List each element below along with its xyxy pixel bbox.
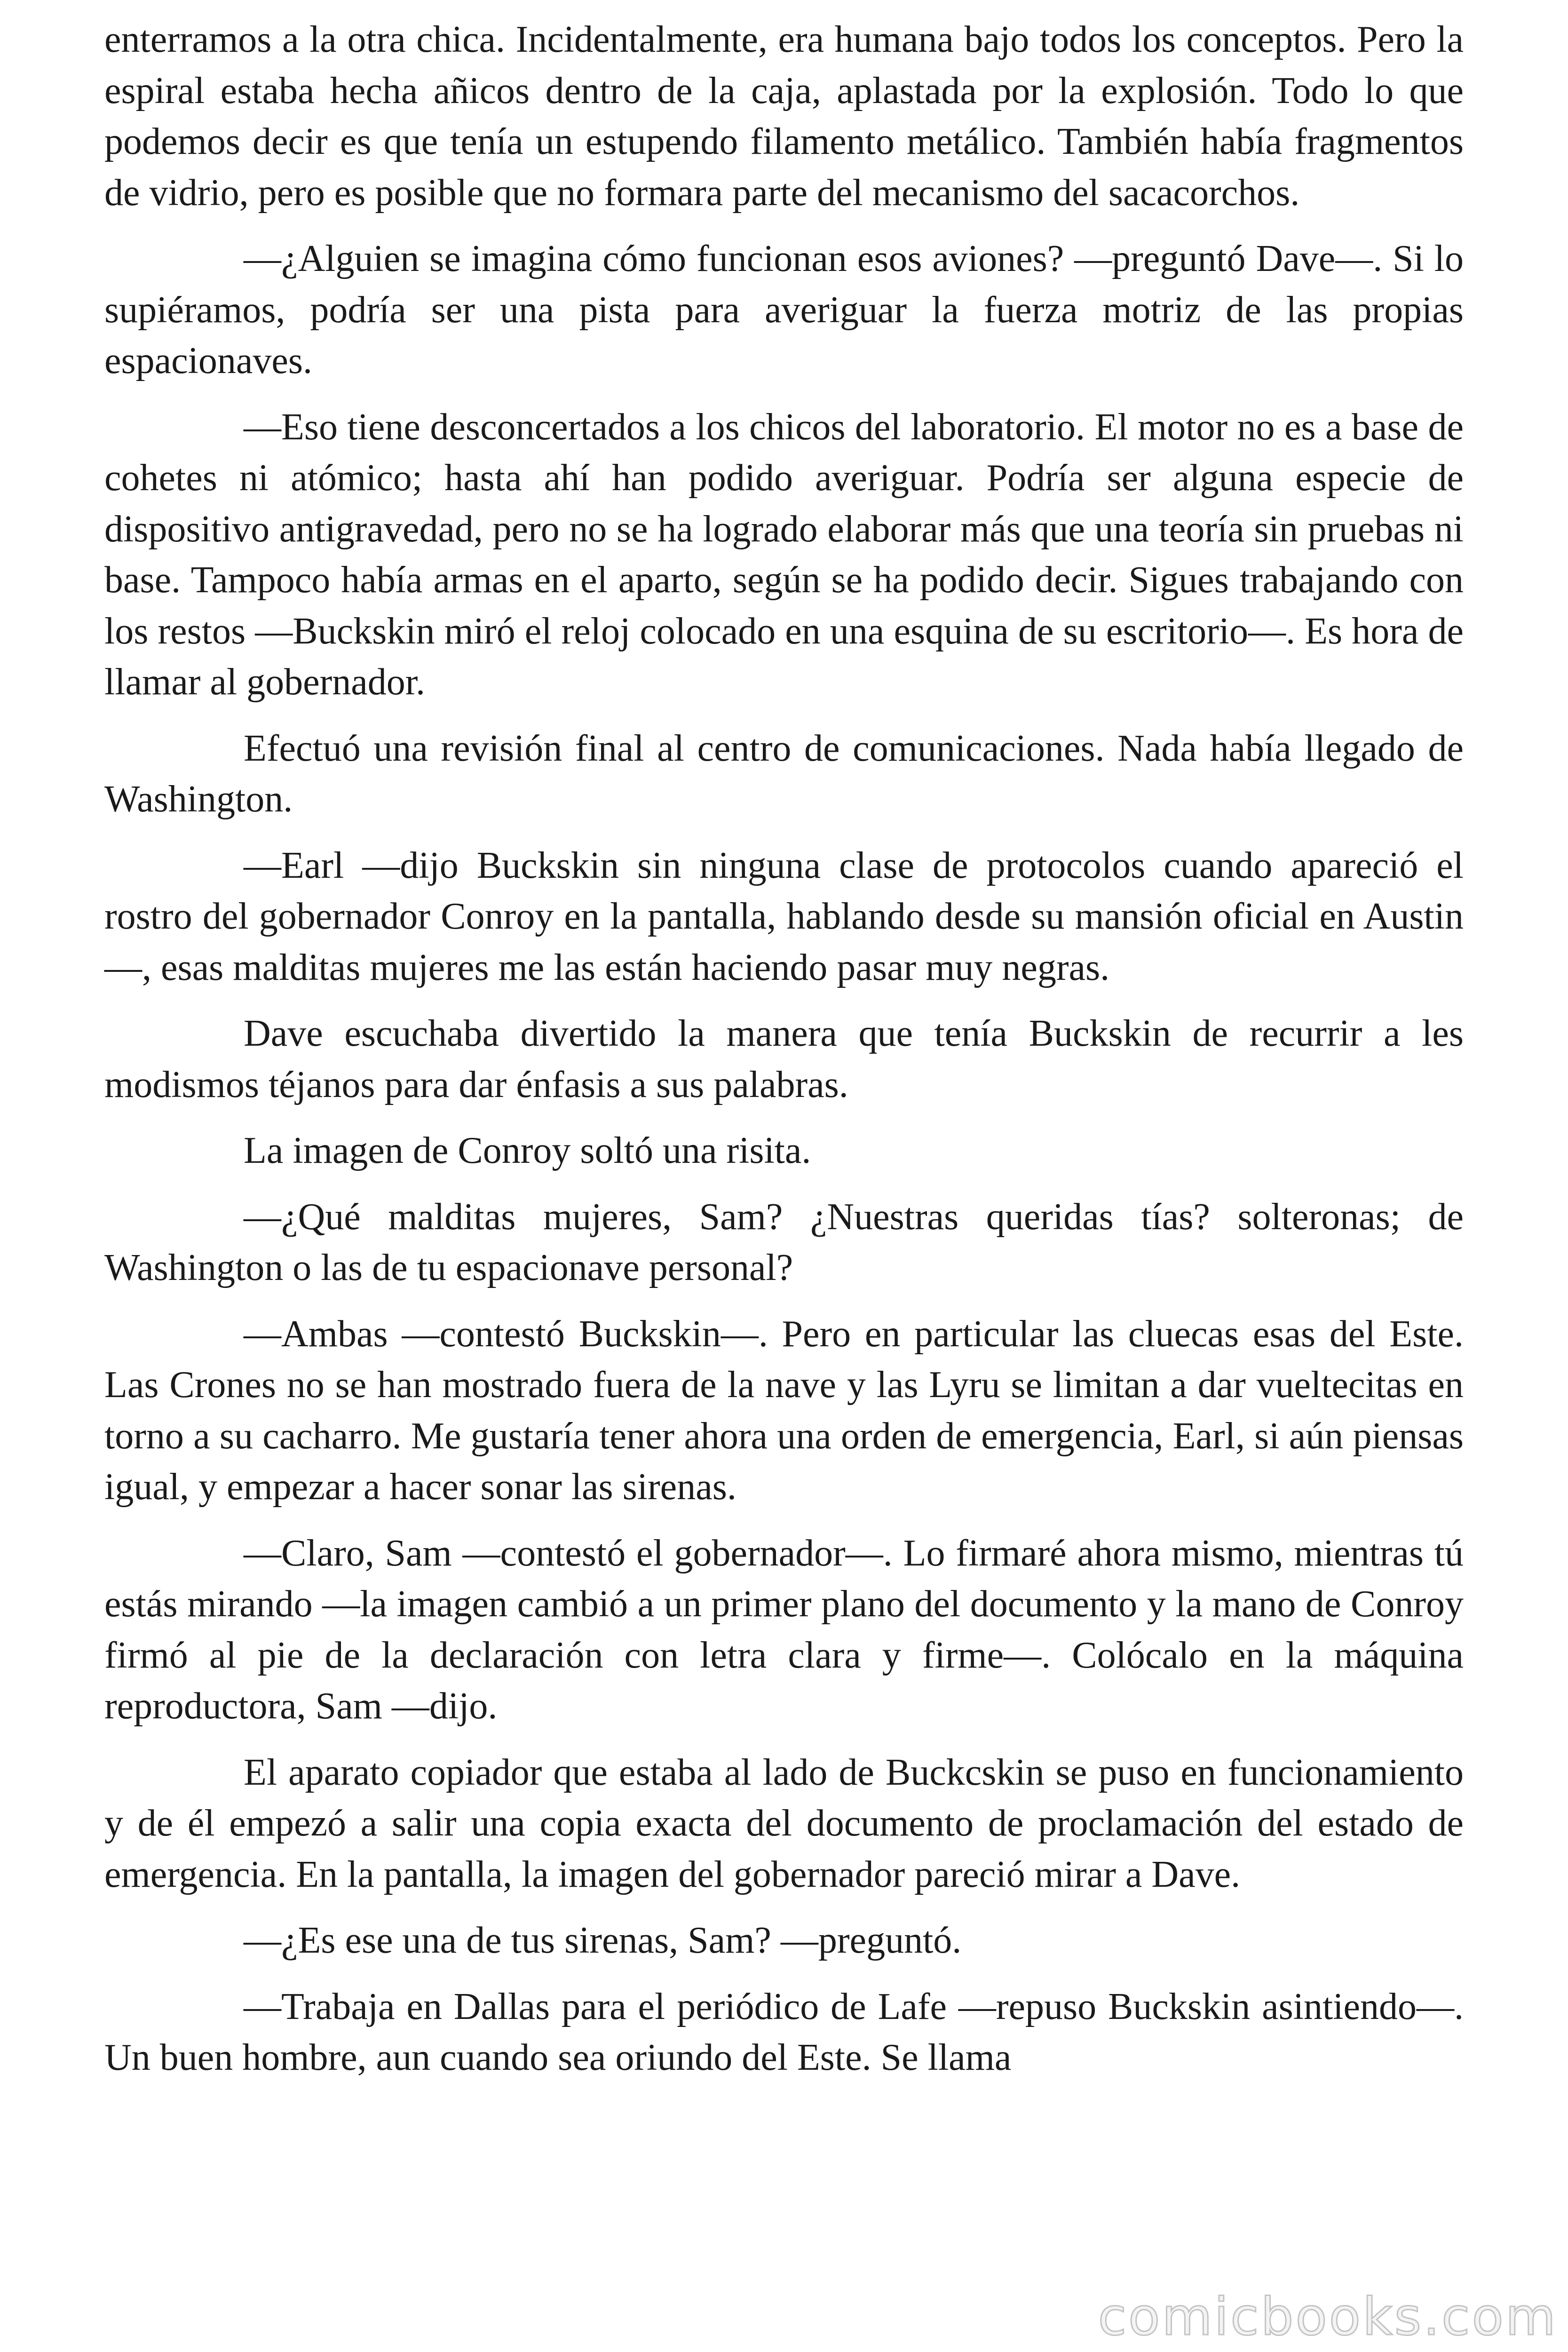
paragraph-5: —Earl —dijo Buckskin sin ninguna clase de protocolos cuando apareció el rostro del gobernador Conroy en la pantalla, hablando desde su mansión oficial en Austin—, esas malditas mujeres me las están haciendo pasar muy negras. <box>104 844 1464 988</box>
paragraph-7: La imagen de Conroy soltó una risita. <box>244 1130 811 1171</box>
paragraph-3: —Eso tiene desconcertados a los chicos del laboratorio. El motor no es a base de cohetes ni atómico; hasta ahí han podido averiguar. Podría ser alguna especie de dispositivo antigravedad, pero no se ha logrado elaborar más que una teoría sin pruebas ni base. Tampoco había armas en el aparto, según se ha podido decir. Sigues trabajando con los restos —Buckskin miró el reloj colocado en una esquina de su escritorio—. Es hora de llamar al gobernador. <box>104 406 1464 703</box>
paragraph-6: Dave escuchaba divertido la manera que tenía Buckskin de recurrir a les modismos téjanos para dar énfasis a sus palabras. <box>104 1013 1464 1105</box>
document-text <box>104 14 1464 2098</box>
watermark: comicbooks.com <box>1098 2287 1558 2347</box>
paragraph-1: enterramos a la otra chica. Incidentalmente, era humana bajo todos los conceptos. Pero la espiral estaba hecha añicos dentro de la caja, aplastada por la explosión. Todo lo que podemos decir es que tenía un estupendo filamento metálico. También había fragmentos de vidrio, pero es posible que no formara parte del mecanismo del sacacorchos. <box>104 19 1464 214</box>
paragraph-9: —Ambas —contestó Buckskin—. Pero en particular las cluecas esas del Este. Las Crones no se han mostrado fuera de la nave y las Lyru se limitan a dar vueltecitas en torno a su cacharro. Me gustaría tener ahora una orden de emergencia, Earl, si aún piensas igual, y empezar a hacer sonar las sirenas. <box>104 1313 1464 1508</box>
paragraph-12: —¿Es ese una de tus sirenas, Sam? —preguntó. <box>244 1920 962 1961</box>
paragraph-2: —¿Alguien se imagina cómo funcionan esos aviones? —preguntó Dave—. Si lo supiéramos, podría ser una pista para averiguar la fuerza motriz de las propias espacionaves. <box>104 238 1464 381</box>
paragraph-8: —¿Qué malditas mujeres, Sam? ¿Nuestras queridas tías? solteronas; de Washington o las de tu espacionave personal? <box>104 1196 1464 1288</box>
paragraph-11: El aparato copiador que estaba al lado de Buckcskin se puso en funcionamiento y de él empezó a salir una copia exacta del documento de proclamación del estado de emergencia. En la pantalla, la imagen del gobernador pareció mirar a Dave. <box>104 1751 1464 1895</box>
paragraph-10: —Claro, Sam —contestó el gobernador—. Lo firmaré ahora mismo, mientras tú estás mirando —la imagen cambió a un primer plano del documento y la mano de Conroy firmó al pie de la declaración con letra clara y firme—. Colócalo en la máquina reproductora, Sam —dijo. <box>104 1532 1464 1727</box>
paragraph-4: Efectuó una revisión final al centro de comunicaciones. Nada había llegado de Washington. <box>104 727 1464 820</box>
paragraph-13: —Trabaja en Dallas para el periódico de Lafe —repuso Buckskin asintiendo—. Un buen hombre, aun cuando sea oriundo del Este. Se llama <box>104 1986 1464 2078</box>
